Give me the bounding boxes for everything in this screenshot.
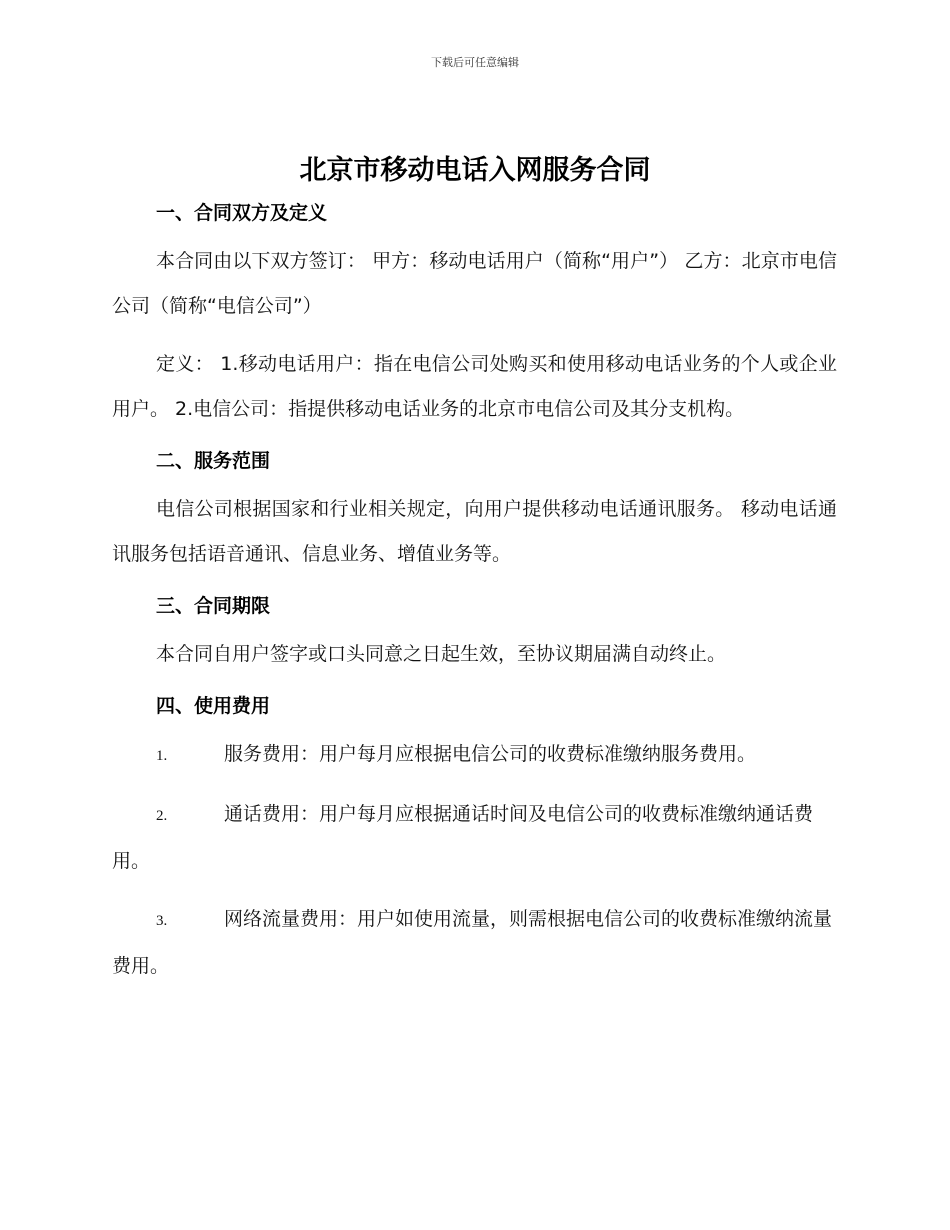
list-item-text: 通话费用：用户每月应根据通话时间及电信公司的收费标准缴纳通话费用。 [112,803,814,872]
document-title: 北京市移动电话入网服务合同 [299,155,651,186]
section-heading-fees: 四、使用费用 [156,695,271,717]
list-item-text: 网络流量费用：用户如使用流量，则需根据电信公司的收费标准缴纳流量费用。 [112,908,833,977]
paragraph-term: 本合同自用户签字或口头同意之日起生效，至协议期届满自动终止。 [156,643,727,665]
section-heading-scope: 二、服务范围 [156,450,271,472]
section-heading-term: 三、合同期限 [156,595,271,617]
paragraph-parties: 本合同由以下双方签订： 甲方：移动电话用户（简称“用户”） 乙方：北京市电信公司（简称“电信公司”） [112,250,837,317]
paragraph-scope: 电信公司根据国家和行业相关规定，向用户提供移动电话通讯服务。 移动电话通讯服务包括语音通讯、信息业务、增值业务等。 [112,498,837,565]
list-item-data-fee [112,897,837,989]
section-heading-parties: 一、合同双方及定义 [156,202,328,224]
list-item-number: 3. [156,913,168,929]
list-item-number: 2. [156,808,168,824]
paragraph-definitions: 定义： 1.移动电话用户：指在电信公司处购买和使用移动电话业务的个人或企业用户。 2.电信公司：指提供移动电话业务的北京市电信公司及其分支机构。 [112,353,837,420]
list-item-service-fee [112,732,837,779]
list-item-text: 服务费用：用户每月应根据电信公司的收费标准缴纳服务费用。 [224,743,757,765]
header-note: 下载后可任意编辑 [431,56,519,69]
list-item-number: 1. [156,748,168,764]
list-item-call-fee [112,792,837,884]
document-body [112,197,837,989]
